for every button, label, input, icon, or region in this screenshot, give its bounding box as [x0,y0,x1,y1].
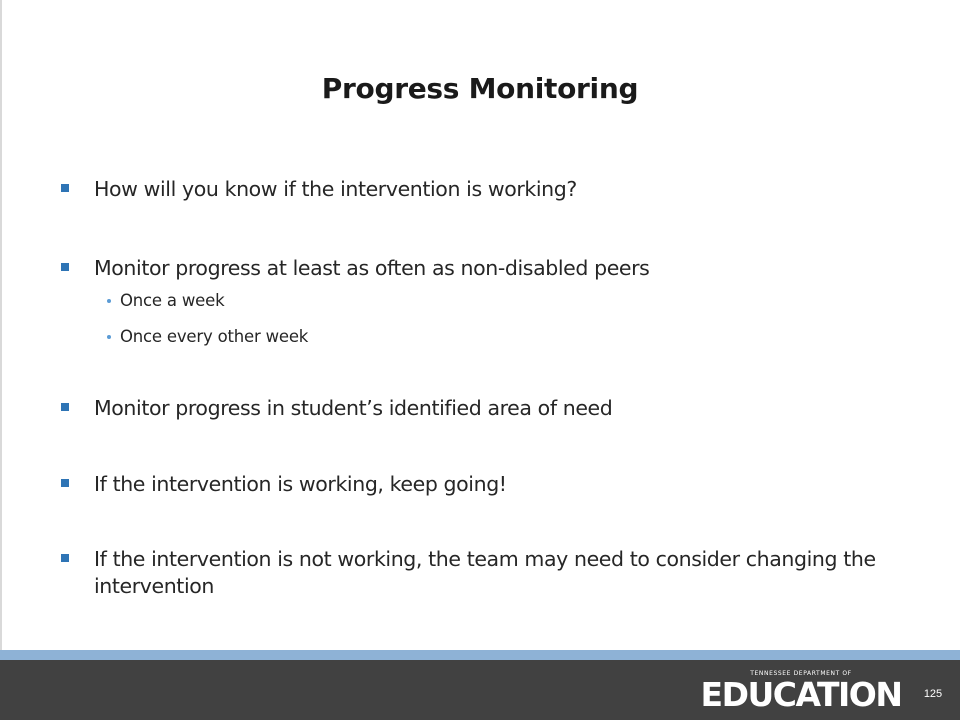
bullet-item [60,546,880,600]
footer-stripe [0,650,960,660]
square-bullet-icon [61,263,69,271]
square-bullet-icon [61,403,69,411]
dot-bullet-icon [107,335,111,339]
bullet-text: If the intervention is working, keep going! [94,472,507,496]
bullet-item [60,395,880,422]
square-bullet-icon [61,184,69,192]
logo-department-text: TENNESSEE DEPARTMENT OF [750,670,852,677]
square-bullet-icon [61,479,69,487]
bullet-text: Monitor progress at least as often as non-disabled peers [94,256,650,280]
bullet-text: If the intervention is not working, the team may need to consider changing the intervention [94,547,876,598]
square-bullet-icon [61,554,69,562]
dot-bullet-icon [107,299,111,303]
sub-bullet-text: Once every other week [120,327,309,346]
sub-bullet-item [60,326,880,348]
bullet-text: How will you know if the intervention is working? [94,177,577,201]
bullet-item [60,471,880,498]
education-logo [694,670,908,714]
logo-education-text: EDUCATION [700,675,902,714]
sub-bullet-text: Once a week [120,291,225,310]
slide-title: Progress Monitoring [321,72,639,105]
bullet-text: Monitor progress in student’s identified area of need [94,396,613,420]
bullet-list [60,176,880,600]
page-number: 125 [923,688,943,700]
sub-bullet-item [60,290,880,312]
bullet-item [60,176,880,203]
bullet-item [60,255,880,282]
